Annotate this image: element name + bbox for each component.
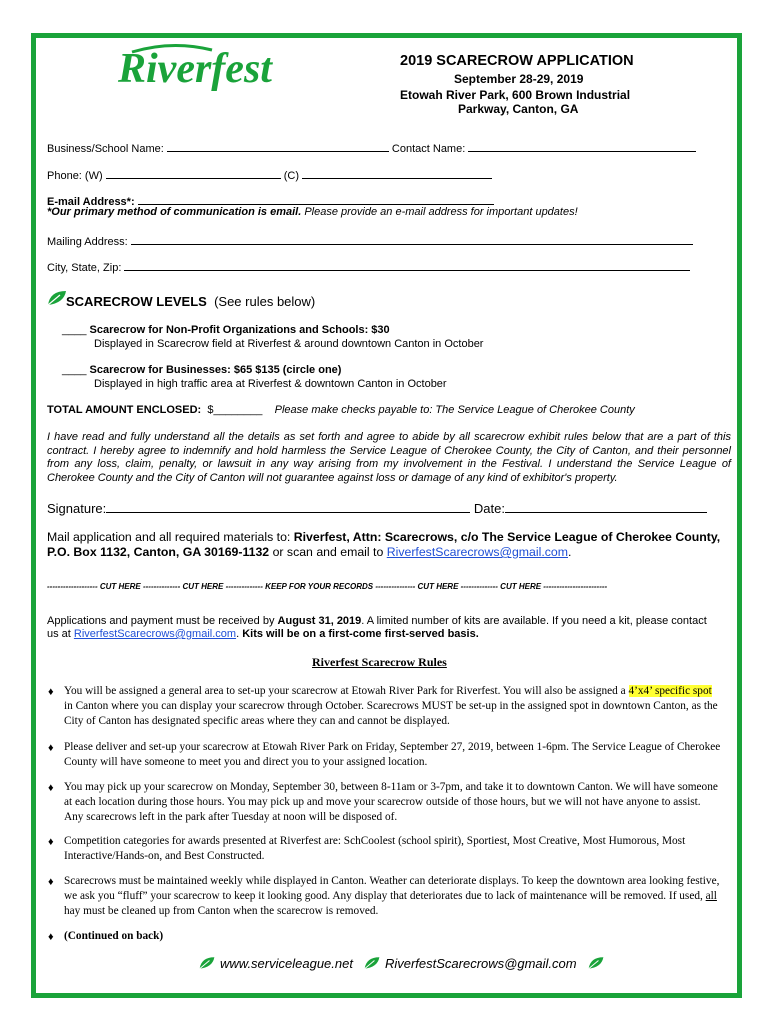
event-dates: September 28-29, 2019 — [454, 72, 584, 86]
total-label: TOTAL AMOUNT ENCLOSED: — [47, 404, 202, 416]
bullet-icon: ♦ — [48, 836, 54, 848]
phone-work-label: Phone: (W) — [47, 170, 103, 182]
email-field[interactable] — [138, 192, 494, 205]
rule-3 — [64, 780, 728, 825]
leaf-icon — [198, 955, 216, 971]
bullet-icon: ♦ — [48, 876, 54, 888]
rule-1-text-a: You will be assigned a general area to set-up your scarecrow at Etowah River Park for Riverfest. You will also be assigned a — [64, 685, 629, 697]
continued-on-back: (Continued on back) — [64, 930, 164, 942]
total-row — [47, 404, 635, 416]
mail-email-link[interactable]: RiverfestScarecrows@gmail.com — [386, 545, 568, 559]
rule-5 — [64, 874, 728, 919]
rule-3-text-a: You may pick up your scarecrow on Monday, September 30, between 8-11am or 3-7pm, and take it to downtown Canton. We will have someone — [64, 781, 718, 793]
nonprofit-option[interactable] — [62, 324, 390, 336]
phone-cell-label: (C) — [283, 170, 300, 182]
footer — [198, 955, 605, 971]
phone-work-field[interactable] — [106, 166, 281, 179]
mail-period: . — [568, 545, 572, 559]
deadline-line2 — [47, 628, 479, 640]
page-title: 2019 SCARECROW APPLICATION — [400, 53, 634, 69]
deadline-text-3: us at — [47, 628, 74, 640]
bullet-icon: ♦ — [48, 686, 54, 698]
date-field[interactable] — [505, 499, 707, 513]
deadline-text-4: . — [236, 628, 243, 640]
signature-row — [47, 499, 707, 516]
business-name-field[interactable] — [167, 139, 389, 152]
rule-5-text-c: hay must be cleaned up from Canton when the scarecrow is removed. — [64, 905, 379, 917]
event-location-line2: Parkway, Canton, GA — [458, 102, 579, 116]
leaf-icon — [587, 955, 605, 971]
email-note-bold: *Our primary method of communication is email. — [47, 206, 302, 218]
email-label: E-mail Address*: — [47, 196, 135, 208]
business-name-label: Business/School Name: — [47, 143, 164, 155]
city-row — [47, 258, 690, 274]
total-amount-field[interactable]: $________ — [207, 404, 263, 416]
leaf-icon — [363, 955, 381, 971]
phone-row — [47, 166, 492, 182]
rule-1-text-c: City of Canton has designated specific areas where they can and cannot be displayed. — [64, 715, 450, 727]
levels-heading-row — [66, 294, 315, 309]
rule-4 — [64, 834, 728, 864]
deadline-text-1: Applications and payment must be received by — [47, 615, 278, 627]
nonprofit-title: Scarecrow for Non-Profit Organizations and Schools: $30 — [89, 324, 390, 336]
mail-intro: Mail application and all required materials to: — [47, 530, 294, 544]
footer-website[interactable]: www.serviceleague.net — [220, 955, 353, 971]
deadline-line1 — [47, 615, 707, 627]
email-note-rest: Please provide an e-mail address for important updates! — [301, 206, 578, 218]
levels-heading-note: (See rules below) — [214, 294, 316, 309]
bullet-icon: ♦ — [48, 742, 54, 754]
business-title: Scarecrow for Businesses: $65 $135 (circle one) — [89, 364, 342, 376]
rule-2-text-b: County will have someone to meet you and direct you to your assigned location. — [64, 756, 428, 768]
contact-name-field[interactable] — [468, 139, 696, 152]
rules-heading: Riverfest Scarecrow Rules — [312, 655, 447, 669]
leaf-icon — [46, 289, 68, 307]
business-name-row — [47, 139, 696, 155]
city-state-zip-label: City, State, Zip: — [47, 262, 122, 274]
city-state-zip-field[interactable] — [124, 258, 690, 271]
rule-4-text-b: Interactive/Hands-on, and Best Constructed. — [64, 850, 265, 862]
phone-cell-field[interactable] — [302, 166, 492, 179]
deadline-bold-end: Kits will be on a first-come first-served basis. — [242, 628, 479, 640]
footer-email[interactable]: RiverfestScarecrows@gmail.com — [384, 955, 577, 971]
rule-1 — [64, 684, 728, 729]
event-location-line1: Etowah River Park, 600 Brown Industrial — [400, 88, 631, 102]
rule-2 — [64, 740, 728, 770]
total-note: Please make checks payable to: The Service League of Cherokee County — [274, 404, 635, 416]
business-desc: Displayed in high traffic area at Riverfest & downtown Canton in October — [94, 378, 447, 390]
rule-3-text-b: at each location during those hours. You may pick up and move your scarecrow outside of those hours, but we will not have anyone to assist. — [64, 796, 701, 808]
signature-field[interactable] — [106, 499, 470, 513]
riverfest-logo — [112, 40, 312, 95]
rule-2-text-a: Please deliver and set-up your scarecrow at Etowah River Park on Friday, September 27, 2019, between 1-6pm. The Service League of Cherokee — [64, 741, 721, 753]
deadline-date: August 31, 2019 — [277, 615, 362, 627]
rule-5-underlined: all — [705, 890, 717, 902]
mailing-address-label: Mailing Address: — [47, 236, 128, 248]
agreement-text: I have read and fully understand all the details as set forth and agree to abide by all scarecrow exhibit rules below that are a part of this contract. I hereby agree to indemnify and hold harmless the Service League of Cherokee County, the City of Canton, and their personnel from any loss, claim, penalty, or lawsuit in any way arising from my involvement in the Festival. I understand the Service League of Cherokee County and the City of Canton will not guarantee against loss or damage of any kind of exhibitor's property. — [47, 431, 731, 484]
deadline-text-2: . A limited number of kits are available. If you need a kit, please contact — [361, 615, 707, 627]
mail-line1 — [47, 530, 720, 544]
contact-name-label: Contact Name: — [391, 143, 466, 155]
mailing-row — [47, 232, 693, 248]
business-option[interactable] — [62, 364, 341, 376]
rule-4-text-a: Competition categories for awards presented at Riverfest are: SchCoolest (school spirit), Sportiest, Most Creative, Most Humorous, Most — [64, 835, 686, 847]
rule-5-text-b: we ask you “fluff” your scarecrow to keep it looking good. Any display that deteriorates due to lack of maintenance will be removed. If used, — [64, 890, 706, 902]
rule-3-text-c: Any scarecrows left in the park after Tuesday at noon will be disposed of. — [64, 811, 398, 823]
levels-heading: SCARECROW LEVELS — [66, 294, 207, 309]
mail-line2 — [47, 545, 571, 559]
deadline-email-link[interactable]: RiverfestScarecrows@gmail.com — [73, 628, 237, 640]
date-label: Date: — [473, 501, 505, 516]
mail-address-bold: Riverfest, Attn: Scarecrows, c/o The Service League of Cherokee County, — [293, 530, 721, 544]
rule-5-text-a: Scarecrows must be maintained weekly while displayed in Canton. Weather can deteriorate displays. To keep the downtown area looking festive, — [64, 875, 720, 887]
mailing-address-field[interactable] — [131, 232, 693, 245]
cut-line: ------------------- CUT HERE -------------- CUT HERE -------------- KEEP FOR YOUR RECORDS --------------- CUT HERE -------------- CUT HERE ------------------------ — [47, 582, 608, 591]
mail-po-box: P.O. Box 1132, Canton, GA 30169-1132 — [47, 545, 270, 559]
email-note — [47, 206, 578, 218]
nonprofit-desc: Displayed in Scarecrow field at Riverfest & around downtown Canton in October — [94, 338, 484, 350]
rule-1-text-b: in Canton where you can display your scarecrow through October. Scarecrows MUST be set-up in the assigned spot in downtown Canton, as the — [64, 700, 718, 712]
logo-text: Riverfest — [118, 46, 272, 92]
business-checkbox-blank[interactable]: ____ — [62, 364, 87, 376]
mail-scan-text: or scan and email to — [269, 545, 387, 559]
signature-label: Signature: — [47, 501, 107, 516]
nonprofit-checkbox-blank[interactable]: ____ — [62, 324, 87, 336]
bullet-icon: ♦ — [48, 931, 54, 943]
rule-1-highlight: 4’x4’ specific spot — [628, 685, 712, 697]
bullet-icon: ♦ — [48, 782, 54, 794]
